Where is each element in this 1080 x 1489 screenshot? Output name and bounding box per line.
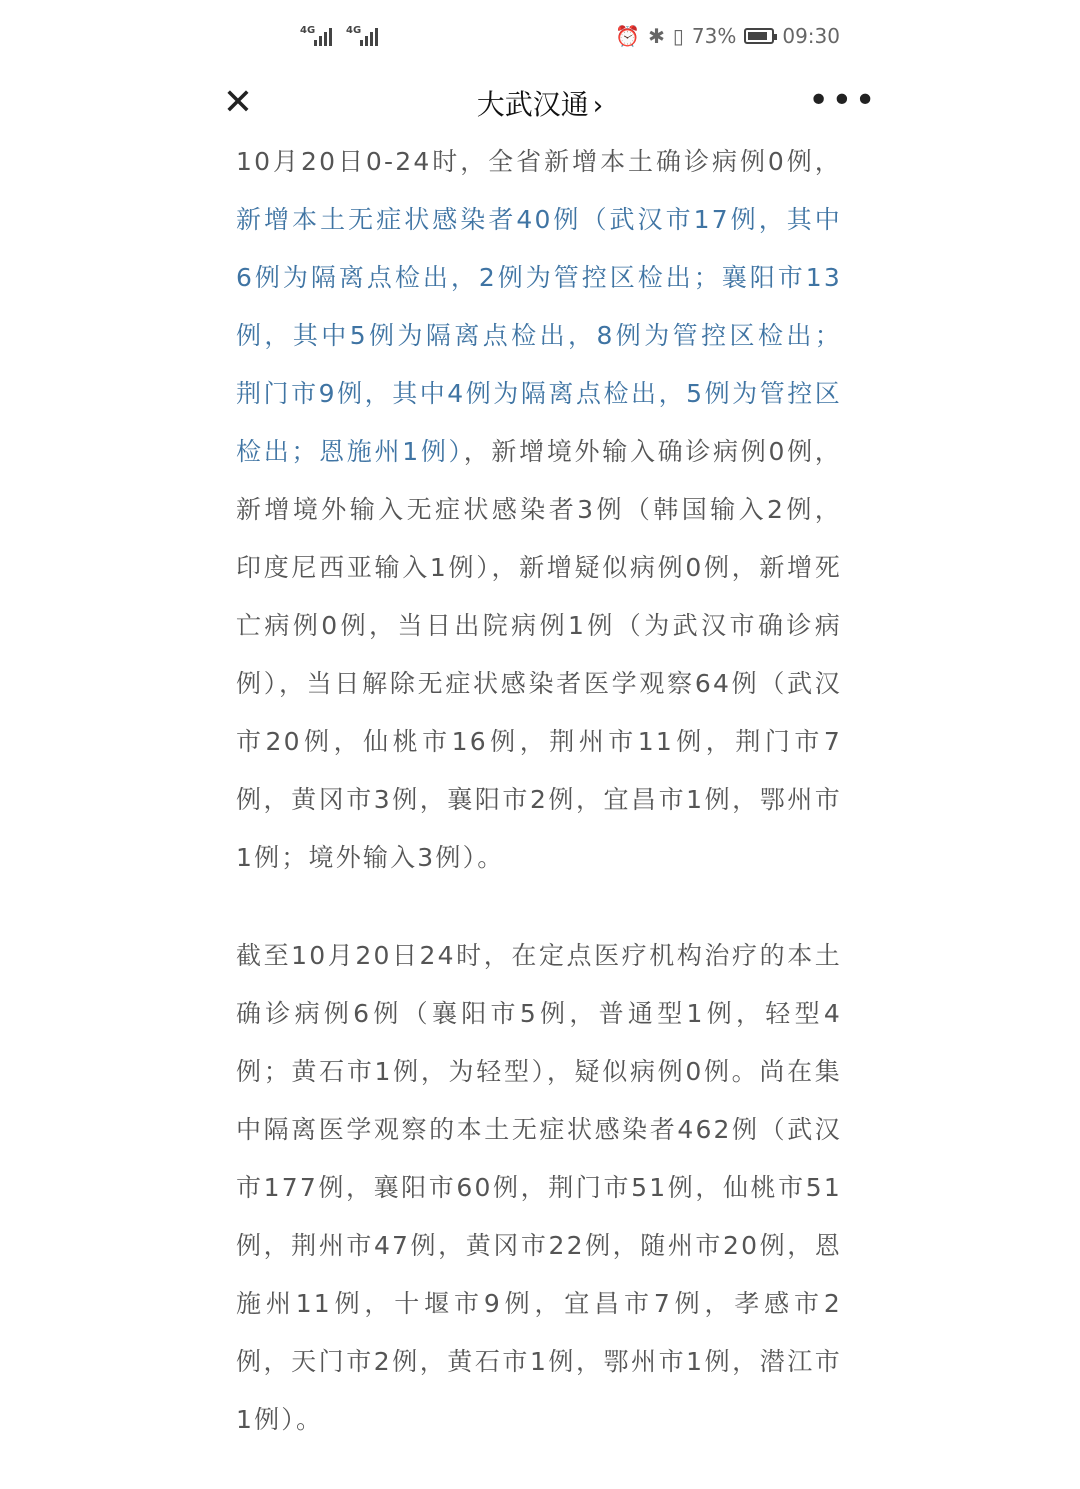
close-icon: ✕ — [222, 82, 254, 123]
vibrate-icon: ▯ — [672, 24, 684, 48]
battery-percent: 73% — [691, 24, 737, 48]
network-type-1: 4G — [300, 25, 316, 36]
paragraph-1 — [236, 133, 842, 887]
alarm-icon: ⏰ — [615, 24, 641, 48]
battery-icon — [744, 28, 774, 44]
more-icon: ••• — [808, 80, 878, 121]
nav-bar — [0, 75, 1080, 135]
status-bar — [0, 0, 1080, 75]
p1-highlight: 新增本土无症状感染者40例（武汉市17例，其中6例为隔离点检出，2例为管控区检出；襄阳市13例，其中5例为隔离点检出，8例为管控区检出；荆门市9例，其中4例为隔离点检出，5例为管控区检出；恩施州1例） — [236, 205, 842, 466]
paragraph-2: 截至10月20日24时，在定点医疗机构治疗的本土确诊病例6例（襄阳市5例，普通型1例，轻型4例；黄石市1例，为轻型），疑似病例0例。尚在集中隔离医学观察的本土无症状感染者462例（武汉市177例，襄阳市60例，荆门市51例，仙桃市51例，荆州市47例，黄冈市22例，随州市20例，恩施州11例，十堰市9例，宜昌市7例，孝感市2例，天门市2例，黄石市1例，鄂州市1例，潜江市1例）。 — [236, 941, 842, 1434]
bluetooth-icon: ✱ — [648, 24, 665, 48]
network-type-2: 4G — [346, 25, 362, 36]
account-title[interactable] — [0, 85, 1080, 126]
cell-signal-icon-2 — [346, 25, 378, 46]
p1-text-a: 10月20日0-24时，全省新增本土确诊病例0例， — [236, 147, 842, 176]
status-right — [615, 24, 840, 48]
clock: 09:30 — [782, 24, 840, 48]
chevron-right-icon: › — [592, 91, 604, 121]
p1-text-b: ，新增境外输入确诊病例0例，新增境外输入无症状感染者3例（韩国输入2例，印度尼西亚输入1例），新增疑似病例0例，新增死亡病例0例，当日出院病例1例（为武汉市确诊病例），当日解除无症状感染者医学观察64例（武汉市20例，仙桃市16例，荆州市11例，荆门市7例，黄冈市3例，襄阳市2例，宜昌市1例，鄂州市1例；境外输入3例）。 — [236, 437, 842, 872]
signal-group — [300, 25, 378, 46]
page-title: 大武汉通 — [476, 88, 589, 121]
more-button[interactable] — [808, 81, 878, 121]
cell-signal-icon-1 — [300, 25, 332, 46]
article-body — [236, 133, 842, 1489]
